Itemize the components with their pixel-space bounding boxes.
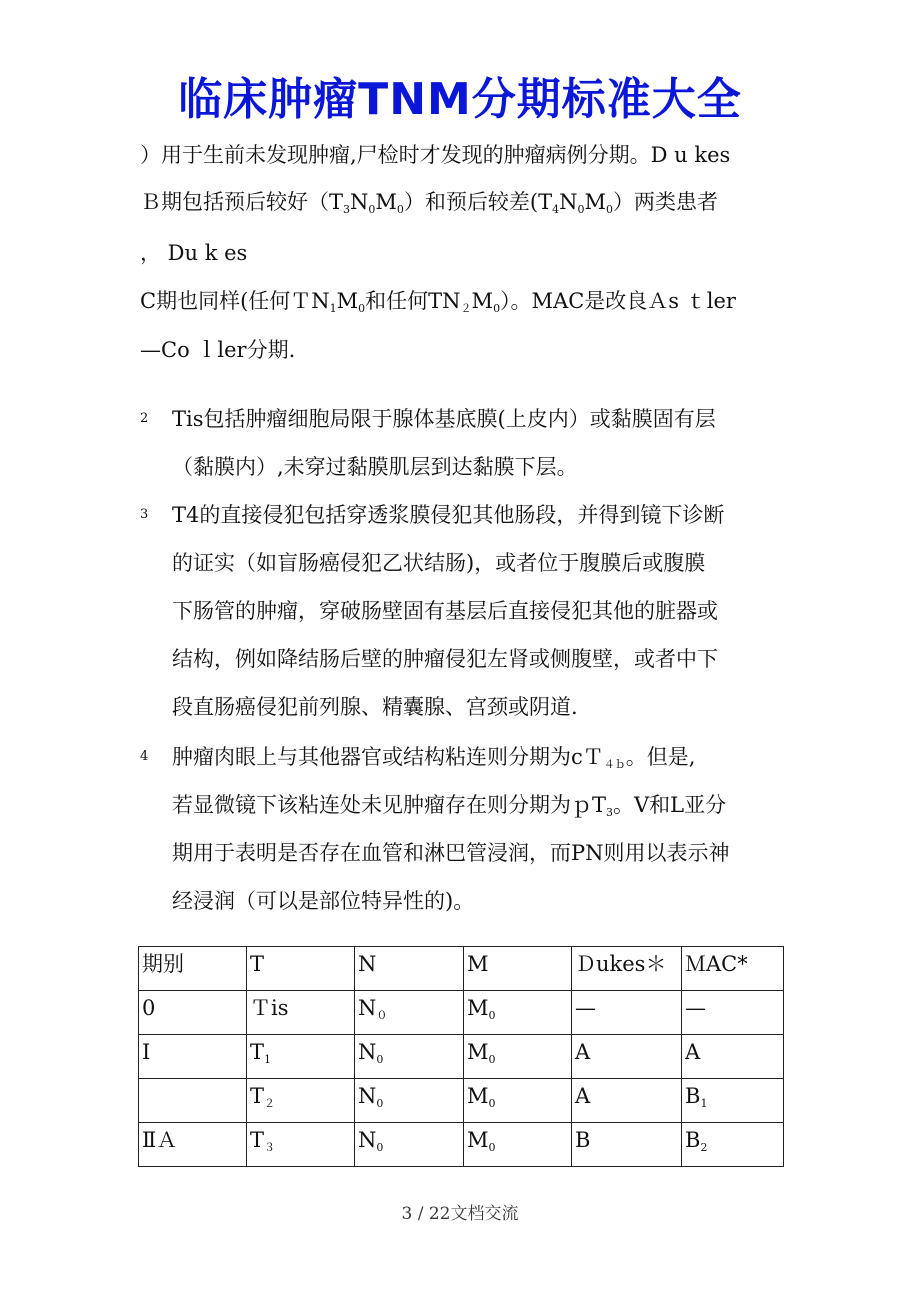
header-cell-n: N — [355, 947, 464, 991]
page-footer: 3 / 22文档交流 — [401, 1204, 519, 1224]
cell-dukes: B — [572, 1123, 682, 1167]
header-cell-t: T — [247, 947, 355, 991]
cell-stage — [139, 1079, 247, 1123]
table-header-row — [139, 947, 784, 991]
cell-t: $T_1$ — [247, 1035, 355, 1079]
note-line: 若显微镜下该粘连处未见肿瘤存在则分期为ｐT$_3$。V和L亚分 — [172, 793, 727, 819]
note-line: T4的直接侵犯包括穿透浆膜侵犯其他肠段，并得到镜下诊断 — [172, 503, 725, 527]
cell-m: $M_0$ — [464, 991, 572, 1035]
cell-stage: ⅡＡ — [139, 1123, 247, 1167]
note-line: 的证实（如盲肠癌侵犯乙状结肠)，或者位于腹膜后或腹膜 — [172, 551, 706, 575]
cell-t: $T_3$ — [247, 1123, 355, 1167]
cell-m: $M_0$ — [464, 1035, 572, 1079]
cell-mac: — — [682, 991, 784, 1035]
cell-mac: $B_1$ — [682, 1079, 784, 1123]
cell-dukes: A — [572, 1079, 682, 1123]
note-line: 期用于表明是否存在血管和淋巴管浸润，而PN则用以表示神 — [172, 841, 730, 865]
note-line: 肿瘤肉眼上与其他器官或结构粘连则分期为cＴ$_{4b}$。但是, — [172, 745, 696, 771]
staging-table — [138, 946, 784, 1167]
header-cell-dukes: Ｄukes＊ — [572, 947, 682, 991]
intro-line-4: C期也同样(任何$TN_1M_0$和任何$TN_2M_0$）。MAC是改良Ａs ｔler — [140, 289, 736, 315]
cell-n: $N_0$ — [355, 1035, 464, 1079]
cell-dukes: A — [572, 1035, 682, 1079]
table-row — [139, 991, 784, 1035]
intro-line-2: Ｂ期包括预后较好$(T_3N_0M_0)$和预后较差$(T_4N_0M_0)$两类患者 — [140, 190, 718, 216]
header-cell-stage: 期别 — [139, 947, 247, 991]
cell-t: $T_2$ — [247, 1079, 355, 1123]
cell-mac: A — [682, 1035, 784, 1079]
note-line: （黏膜内）,未穿过黏膜肌层到达黏膜下层。 — [172, 455, 578, 479]
header-cell-m: M — [464, 947, 572, 991]
note-number: 4 — [140, 749, 149, 764]
note-line: Tis包括肿瘤细胞局限于腺体基底膜(上皮内）或黏膜固有层 — [172, 407, 716, 431]
note-line: 段直肠癌侵犯前列腺、精囊腺、宫颈或阴道. — [172, 695, 578, 719]
cell-mac: $B_2$ — [682, 1123, 784, 1167]
cell-dukes: — — [572, 991, 682, 1035]
intro-line-3: ， Du k es — [140, 241, 248, 265]
cell-m: $M_0$ — [464, 1079, 572, 1123]
header-cell-mac: ＭAC* — [682, 947, 784, 991]
note-number: 3 — [140, 507, 149, 522]
cell-n: $N_0$ — [355, 1079, 464, 1123]
cell-stage: 0 — [139, 991, 247, 1035]
cell-n: $N_0$ — [355, 1123, 464, 1167]
note-line: 经浸润（可以是部位特异性的)。 — [172, 889, 475, 913]
note-number: 2 — [140, 411, 149, 426]
intro-line-1: ）用于生前未发现肿瘤,尸检时才发现的肿瘤病例分期。D u kes — [140, 143, 731, 167]
cell-t: Ｔis — [247, 991, 355, 1035]
table-row — [139, 1123, 784, 1167]
cell-m: $M_0$ — [464, 1123, 572, 1167]
table-row — [139, 1035, 784, 1079]
cell-stage: Ⅰ — [139, 1035, 247, 1079]
page-title: 临床肿瘤TNM分期标准大全 — [178, 74, 742, 125]
cell-n: $N_0$ — [355, 991, 464, 1035]
note-line: 下肠管的肿瘤，穿破肠壁固有基层后直接侵犯其他的脏器或 — [172, 599, 718, 623]
table-row — [139, 1079, 784, 1123]
intro-line-5: —Co ｌler分期. — [140, 338, 296, 362]
note-line: 结构，例如降结肠后壁的肿瘤侵犯左肾或侧腹壁，或者中下 — [172, 647, 718, 671]
